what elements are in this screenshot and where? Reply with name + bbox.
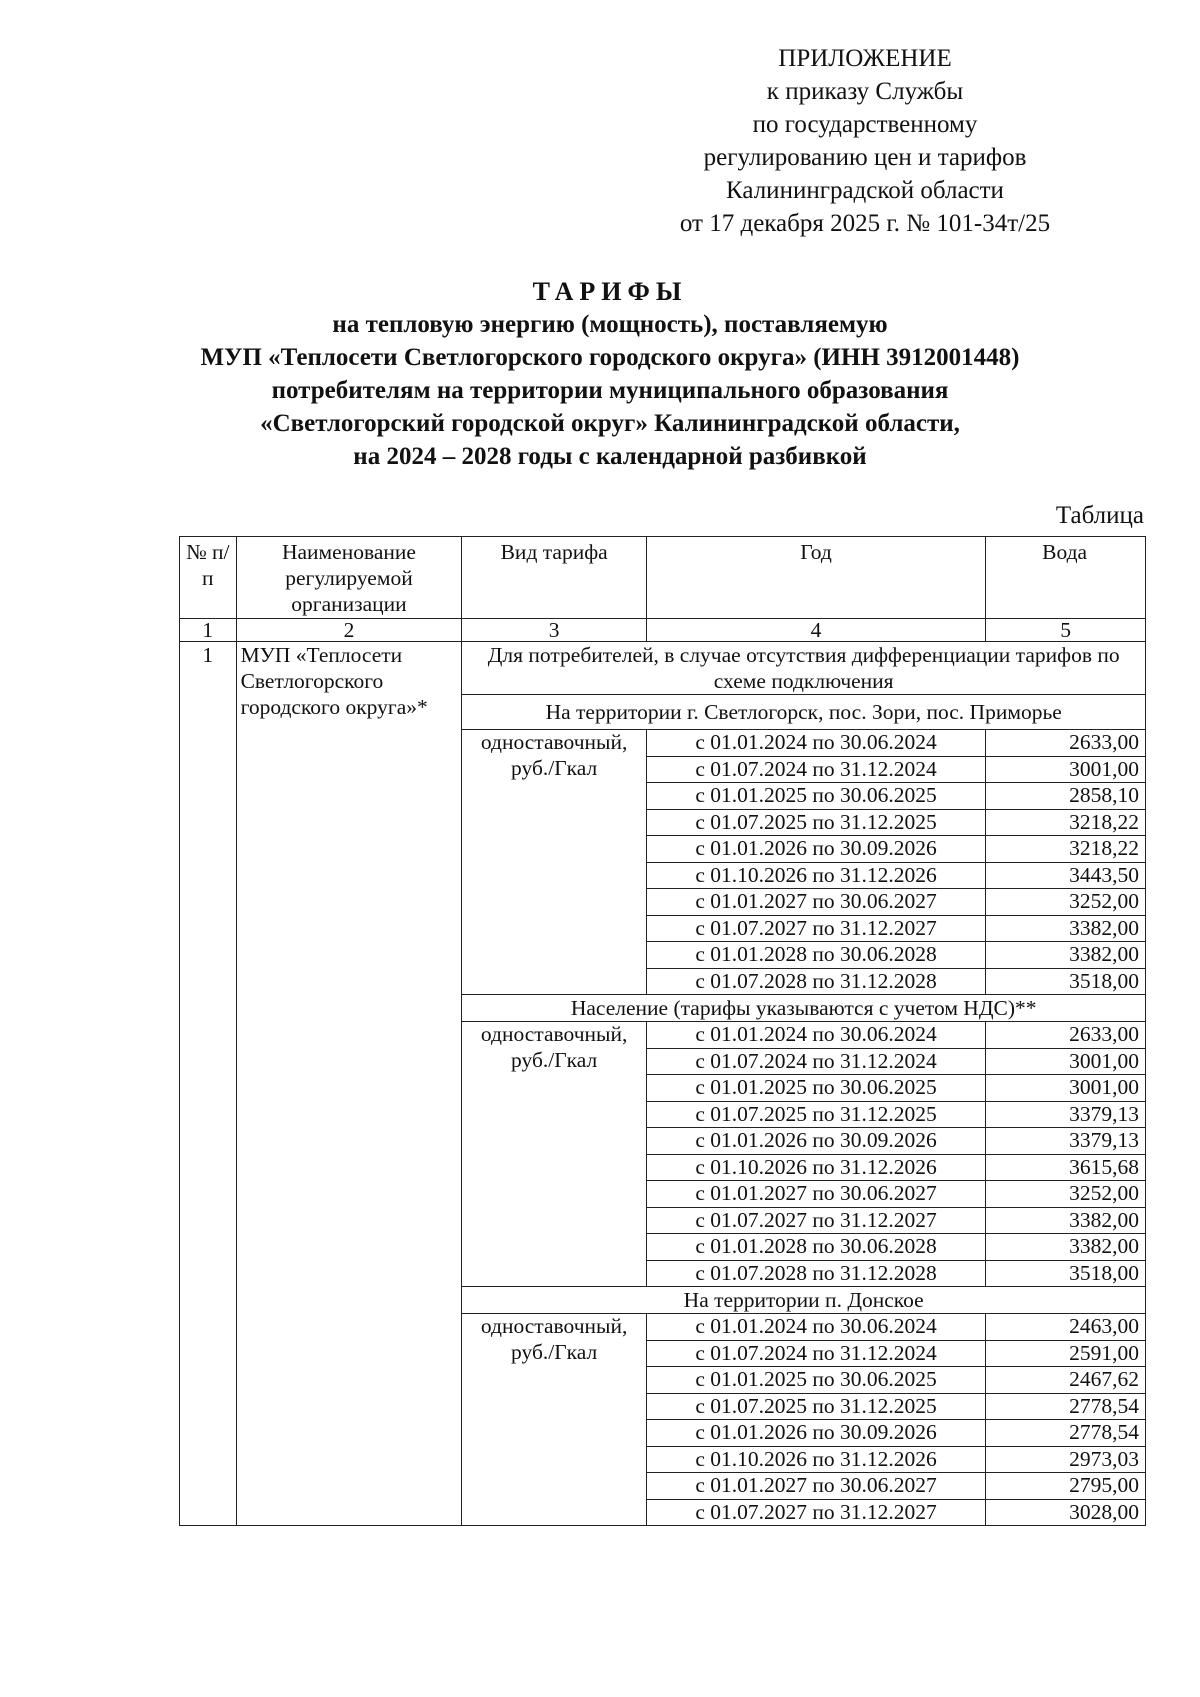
period-cell: с 01.01.2026 по 30.09.2026 [646, 1128, 985, 1155]
title-line: «Светлогорский городской округ» Калининградской области, [260, 410, 960, 437]
value-cell: 2463,00 [986, 1314, 1146, 1341]
period-cell: с 01.07.2027 по 31.12.2027 [646, 915, 985, 942]
territory-header: На территории п. Донское [462, 1287, 1146, 1314]
period-cell: с 01.01.2028 по 30.06.2028 [646, 942, 985, 969]
value-cell: 3218,22 [986, 809, 1146, 836]
value-cell: 3518,00 [986, 968, 1146, 995]
value-cell: 2778,54 [986, 1393, 1146, 1420]
tariff-table [179, 536, 1146, 1526]
table-body [180, 642, 1146, 1526]
appendix-line: к приказу Службы [766, 78, 964, 105]
period-cell: с 01.01.2025 по 30.06.2025 [646, 783, 985, 810]
appendix-line: регулированию цен и тарифов [703, 144, 1027, 171]
tariff-type: одноставочный, руб./Гкал [462, 730, 647, 995]
col-number: 5 [986, 619, 1146, 642]
value-cell: 2973,03 [986, 1446, 1146, 1473]
tariff-type: одноставочный, руб./Гкал [462, 1314, 647, 1526]
value-cell: 3379,13 [986, 1101, 1146, 1128]
col-number: 2 [236, 619, 462, 642]
period-cell: с 01.07.2027 по 31.12.2027 [646, 1207, 985, 1234]
document-title [80, 275, 1140, 473]
value-cell: 3001,00 [986, 1075, 1146, 1102]
title-main: ТАРИФЫ [532, 277, 688, 306]
period-cell: с 01.10.2026 по 31.12.2026 [646, 862, 985, 889]
table-caption: Таблица [1055, 502, 1144, 529]
period-cell: с 01.07.2025 по 31.12.2025 [646, 809, 985, 836]
value-cell: 3382,00 [986, 942, 1146, 969]
period-cell: с 01.07.2028 по 31.12.2028 [646, 968, 985, 995]
header-col-org: Наименование регулируемой организации [236, 537, 462, 619]
period-cell: с 01.01.2024 по 30.06.2024 [646, 730, 985, 757]
territory-header: На территории г. Светлогорск, пос. Зори, пос. Приморье [462, 695, 1146, 730]
value-cell: 3001,00 [986, 756, 1146, 783]
value-cell: 2778,54 [986, 1420, 1146, 1447]
header-col-water: Вода [986, 537, 1146, 619]
value-cell: 3001,00 [986, 1048, 1146, 1075]
appendix-line: по государственному [752, 111, 978, 138]
col-number: 1 [180, 619, 237, 642]
value-cell: 3518,00 [986, 1260, 1146, 1287]
header-col-tariff-type: Вид тарифа [462, 537, 647, 619]
tariff-type: одноставочный, руб./Гкал [462, 1022, 647, 1287]
section-general: Для потребителей, в случае отсутствия дифференциации тарифов по схеме подключения [462, 642, 1146, 695]
value-cell: 3382,00 [986, 915, 1146, 942]
period-cell: с 01.01.2024 по 30.06.2024 [646, 1314, 985, 1341]
period-cell: с 01.07.2024 по 31.12.2024 [646, 756, 985, 783]
period-cell: с 01.01.2026 по 30.09.2026 [646, 1420, 985, 1447]
value-cell: 3443,50 [986, 862, 1146, 889]
title-line: на 2024 – 2028 годы с календарной разбивкой [353, 443, 867, 470]
value-cell: 3252,00 [986, 1181, 1146, 1208]
appendix-line: от 17 декабря 2025 г. № 101-34т/25 [679, 210, 1051, 237]
value-cell: 2591,00 [986, 1340, 1146, 1367]
period-cell: с 01.01.2025 по 30.06.2025 [646, 1075, 985, 1102]
value-cell: 2795,00 [986, 1473, 1146, 1500]
title-line: потребителям на территории муниципального образования [271, 377, 949, 404]
period-cell: с 01.01.2028 по 30.06.2028 [646, 1234, 985, 1261]
col-number: 4 [646, 619, 985, 642]
value-cell: 3218,22 [986, 836, 1146, 863]
appendix-line: ПРИЛОЖЕНИЕ [778, 45, 952, 72]
organization-name: МУП «Теплосети Светлогорского городского округа»* [236, 642, 462, 1526]
value-cell: 3252,00 [986, 889, 1146, 916]
value-cell: 3028,00 [986, 1499, 1146, 1526]
period-cell: с 01.01.2027 по 30.06.2027 [646, 1473, 985, 1500]
header-col-number: № п/п [180, 537, 237, 619]
value-cell: 3615,68 [986, 1154, 1146, 1181]
value-cell: 2633,00 [986, 1022, 1146, 1049]
appendix-line: Калининградской области [726, 177, 1004, 204]
period-cell: с 01.07.2025 по 31.12.2025 [646, 1393, 985, 1420]
row-number: 1 [180, 642, 237, 1526]
period-cell: с 01.01.2024 по 30.06.2024 [646, 1022, 985, 1049]
period-cell: с 01.01.2027 по 30.06.2027 [646, 1181, 985, 1208]
period-cell: с 01.07.2028 по 31.12.2028 [646, 1260, 985, 1287]
value-cell: 2858,10 [986, 783, 1146, 810]
value-cell: 3382,00 [986, 1234, 1146, 1261]
period-cell: с 01.01.2025 по 30.06.2025 [646, 1367, 985, 1394]
title-line: на тепловую энергию (мощность), поставляемую [332, 311, 888, 338]
period-cell: с 01.07.2024 по 31.12.2024 [646, 1340, 985, 1367]
value-cell: 3382,00 [986, 1207, 1146, 1234]
population-header: Население (тарифы указываются с учетом НДС)** [462, 995, 1146, 1022]
period-cell: с 01.01.2027 по 30.06.2027 [646, 889, 985, 916]
value-cell: 3379,13 [986, 1128, 1146, 1155]
appendix-block [640, 42, 1090, 240]
value-cell: 2467,62 [986, 1367, 1146, 1394]
col-number: 3 [462, 619, 647, 642]
period-cell: с 01.01.2026 по 30.09.2026 [646, 836, 985, 863]
period-cell: с 01.07.2024 по 31.12.2024 [646, 1048, 985, 1075]
value-cell: 2633,00 [986, 730, 1146, 757]
header-col-year: Год [646, 537, 985, 619]
period-cell: с 01.07.2025 по 31.12.2025 [646, 1101, 985, 1128]
period-cell: с 01.10.2026 по 31.12.2026 [646, 1154, 985, 1181]
period-cell: с 01.10.2026 по 31.12.2026 [646, 1446, 985, 1473]
period-cell: с 01.07.2027 по 31.12.2027 [646, 1499, 985, 1526]
title-line: МУП «Теплосети Светлогорского городского округа» (ИНН 3912001448) [200, 344, 1020, 371]
